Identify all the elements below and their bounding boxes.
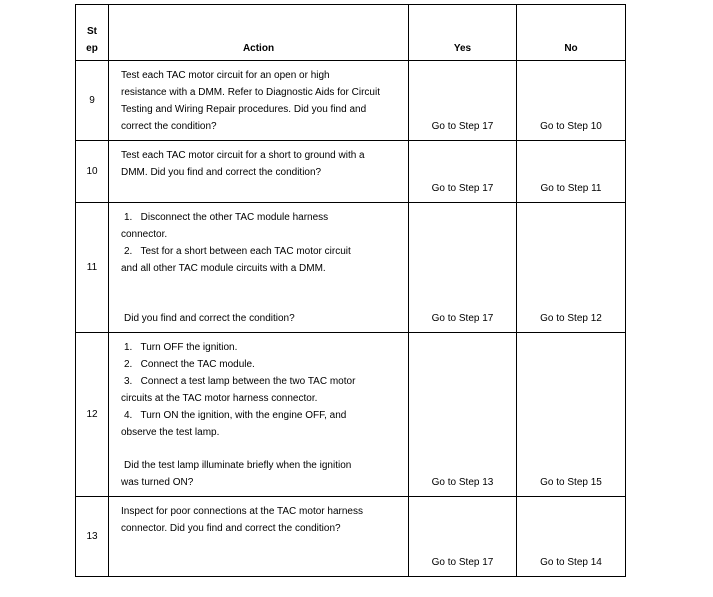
action-cell (109, 61, 409, 141)
table-row (76, 61, 626, 141)
step-number: 11 (76, 203, 109, 333)
action-line: 1. Turn OFF the ignition. (124, 342, 238, 353)
table-row (76, 203, 626, 333)
action-line: connector. (121, 229, 168, 240)
yes-column-header: Yes (409, 5, 517, 61)
action-cell (109, 333, 409, 497)
action-line: observe the test lamp. (121, 427, 220, 438)
action-line: Inspect for poor connections at the TAC motor harness (121, 506, 363, 517)
action-question (121, 457, 351, 491)
question-line: Did the test lamp illuminate briefly when the ignition (124, 460, 352, 471)
no-result: Go to Step 10 (517, 61, 626, 141)
action-cell (109, 203, 409, 333)
yes-result: Go to Step 17 (409, 497, 517, 577)
diagnostic-procedure-table (75, 4, 626, 577)
action-line: 1. Disconnect the other TAC module harness (124, 212, 329, 223)
no-column-header: No (517, 5, 626, 61)
step-column-header (76, 5, 109, 61)
step-number: 9 (76, 61, 109, 141)
step-header-line2: ep (86, 43, 98, 54)
question-line: was turned ON? (121, 477, 194, 488)
no-result: Go to Step 11 (517, 141, 626, 203)
no-result: Go to Step 15 (517, 333, 626, 497)
action-question: Did you find and correct the condition? (124, 313, 295, 324)
yes-result: Go to Step 13 (409, 333, 517, 497)
action-line: 3. Connect a test lamp between the two TAC motor (124, 376, 356, 387)
table-row (76, 333, 626, 497)
step-number: 13 (76, 497, 109, 577)
action-line: 2. Test for a short between each TAC motor circuit (124, 246, 351, 257)
action-line: 2. Connect the TAC module. (124, 359, 255, 370)
step-header-line1: St (87, 26, 97, 37)
no-result: Go to Step 12 (517, 203, 626, 333)
action-line: correct the condition? (121, 121, 217, 132)
action-cell (109, 497, 409, 577)
yes-result: Go to Step 17 (409, 61, 517, 141)
step-number: 12 (76, 333, 109, 497)
yes-result: Go to Step 17 (409, 203, 517, 333)
table-row (76, 141, 626, 203)
action-line: connector. Did you find and correct the condition? (121, 523, 341, 534)
action-line: Testing and Wiring Repair procedures. Did you find and (121, 104, 367, 115)
yes-result: Go to Step 17 (409, 141, 517, 203)
action-line: circuits at the TAC motor harness connector. (121, 393, 318, 404)
action-line: DMM. Did you find and correct the condition? (121, 167, 322, 178)
header-row (76, 5, 626, 61)
action-cell (109, 141, 409, 203)
action-line: 4. Turn ON the ignition, with the engine OFF, and (124, 410, 347, 421)
table-row (76, 497, 626, 577)
no-result: Go to Step 14 (517, 497, 626, 577)
action-line: and all other TAC module circuits with a DMM. (121, 263, 326, 274)
action-column-header: Action (109, 5, 409, 61)
action-line: resistance with a DMM. Refer to Diagnostic Aids for Circuit (121, 87, 380, 98)
action-line: Test each TAC motor circuit for a short to ground with a (121, 150, 365, 161)
action-line: Test each TAC motor circuit for an open or high (121, 70, 330, 81)
step-number: 10 (76, 141, 109, 203)
